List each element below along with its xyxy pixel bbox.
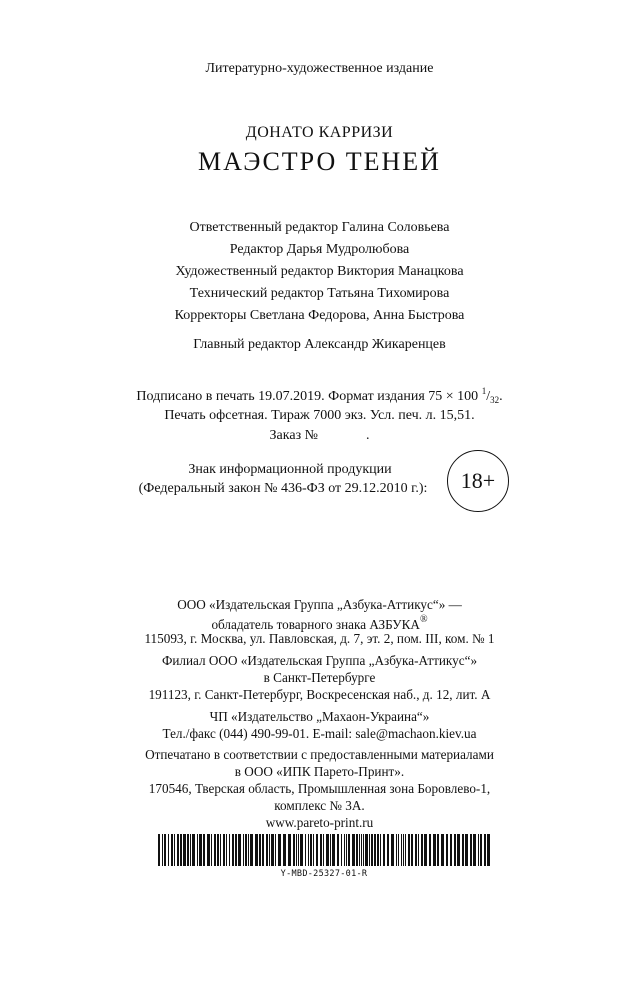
barcode-bar bbox=[316, 834, 318, 866]
barcode-bar bbox=[288, 834, 291, 866]
barcode-bar bbox=[387, 834, 389, 866]
barcode-bar bbox=[344, 834, 345, 866]
barcode-bar bbox=[207, 834, 210, 866]
barcode-bar bbox=[326, 834, 329, 866]
barcode-bar bbox=[363, 834, 364, 866]
barcode-bar bbox=[411, 834, 413, 866]
barcode-bar bbox=[293, 834, 295, 866]
chief-editor: Главный редактор Александр Жикаренцев bbox=[193, 337, 446, 352]
barcode-bar bbox=[341, 834, 342, 866]
barcode-bar bbox=[356, 834, 358, 866]
barcode-bar bbox=[266, 834, 268, 866]
barcode-bar bbox=[480, 834, 482, 866]
barcode-bar bbox=[424, 834, 427, 866]
barcode-bar bbox=[377, 834, 379, 866]
barcode-bar bbox=[232, 834, 234, 866]
barcode-bar bbox=[332, 834, 335, 866]
barcode-bar bbox=[433, 834, 436, 866]
barcode-bar bbox=[298, 834, 299, 866]
barcode-bar bbox=[401, 834, 402, 866]
barcode-bar bbox=[310, 834, 312, 866]
barcode-bar bbox=[408, 834, 410, 866]
barcode-bar bbox=[278, 834, 281, 866]
barcode-bar bbox=[183, 834, 186, 866]
barcode-bar bbox=[255, 834, 258, 866]
barcode-bar bbox=[275, 834, 276, 866]
barcode-bar bbox=[214, 834, 216, 866]
publisher-line: ЧП «Издательство „Махаон-Украина“» bbox=[209, 709, 430, 724]
barcode-bar bbox=[478, 834, 479, 866]
barcode-bar bbox=[248, 834, 249, 866]
barcode-bar bbox=[396, 834, 397, 866]
barcode-bar bbox=[271, 834, 274, 866]
barcode-bar bbox=[454, 834, 456, 866]
barcode-bar bbox=[229, 834, 230, 866]
barcode-bar bbox=[197, 834, 198, 866]
barcode-bar bbox=[323, 834, 324, 866]
barcode-bar bbox=[441, 834, 444, 866]
publisher-line: Тел./факс (044) 490-99-01. E-mail: sale@machaon.kiev.ua bbox=[162, 726, 477, 741]
barcode-bar bbox=[450, 834, 452, 866]
barcode-bar bbox=[365, 834, 368, 866]
publisher-line: Филиал ООО «Издательская Группа „Азбука-Аттикус“» bbox=[161, 653, 478, 668]
barcode-bar bbox=[245, 834, 247, 866]
barcode-bar bbox=[405, 834, 406, 866]
barcode-bar bbox=[180, 834, 182, 866]
barcode-bar bbox=[313, 834, 314, 866]
barcode-bar bbox=[465, 834, 468, 866]
barcode-bar bbox=[164, 834, 166, 866]
barcode-bar bbox=[473, 834, 476, 866]
book-title: МАЭСТРО ТЕНЕЙ bbox=[198, 147, 441, 176]
barcode-bar bbox=[320, 834, 322, 866]
barcode-bar bbox=[305, 834, 306, 866]
barcode-bar bbox=[418, 834, 419, 866]
barcode-bar bbox=[243, 834, 244, 866]
barcode-bar bbox=[300, 834, 303, 866]
barcode-bar bbox=[437, 834, 439, 866]
printer-line: в ООО «ИПК Парето-Принт». bbox=[234, 764, 405, 779]
barcode-bar bbox=[174, 834, 175, 866]
publisher-line: 115093, г. Москва, ул. Павловская, д. 7, эт. 2, пом. III, ком. № 1 bbox=[144, 631, 495, 646]
barcode-bar bbox=[352, 834, 355, 866]
print-run-line: Печать офсетная. Тираж 7000 экз. Усл. печ. л. 15,51. bbox=[164, 408, 475, 423]
barcode-bar bbox=[199, 834, 202, 866]
barcode-bar bbox=[177, 834, 179, 866]
barcode-bar bbox=[223, 834, 225, 866]
publisher-line: обладатель товарного знака АЗБУКА® bbox=[211, 614, 428, 632]
credit-line: Редактор Дарья Мудролюбова bbox=[229, 242, 410, 257]
credit-line: Художественный редактор Виктория Манацкова bbox=[175, 264, 464, 279]
barcode-bar bbox=[374, 834, 376, 866]
barcode-bar bbox=[484, 834, 486, 866]
edition-type: Литературно-художественное издание bbox=[205, 61, 434, 76]
barcode-bar bbox=[429, 834, 431, 866]
barcode-bar bbox=[487, 834, 490, 866]
barcode-bar bbox=[361, 834, 362, 866]
barcode-bar bbox=[346, 834, 347, 866]
barcode-bar bbox=[192, 834, 195, 866]
barcode-code: Y-MBD-25327-01-R bbox=[280, 869, 368, 879]
barcode-bar bbox=[250, 834, 253, 866]
barcode-bar bbox=[457, 834, 460, 866]
barcode-bar bbox=[380, 834, 381, 866]
printer-line: Отпечатано в соответствии с предоставленными материалами bbox=[145, 747, 494, 762]
publisher-line: ООО «Издательская Группа „Азбука-Аттикус“» — bbox=[177, 597, 462, 612]
barcode-bar bbox=[391, 834, 394, 866]
barcode-bar bbox=[330, 834, 331, 866]
barcode-bar bbox=[158, 834, 160, 866]
barcode-bar bbox=[337, 834, 339, 866]
printer-line: 170546, Тверская область, Промышленная зона Боровлево-1, bbox=[148, 781, 491, 796]
info-sign-label: Знак информационной продукции bbox=[188, 462, 392, 477]
printer-line: комплекс № 3А. bbox=[274, 798, 365, 813]
barcode-bar bbox=[421, 834, 423, 866]
barcode-bar bbox=[203, 834, 205, 866]
barcode-bar bbox=[403, 834, 404, 866]
barcode-bar bbox=[348, 834, 350, 866]
barcode-bar bbox=[470, 834, 472, 866]
book-author: ДОНАТО КАРРИЗИ bbox=[245, 124, 394, 141]
barcode-bar bbox=[371, 834, 373, 866]
barcode-bar bbox=[398, 834, 399, 866]
barcode-bar bbox=[171, 834, 173, 866]
barcode-bar bbox=[383, 834, 385, 866]
barcode-bar bbox=[308, 834, 309, 866]
credit-line: Технический редактор Татьяна Тихомирова bbox=[189, 286, 450, 301]
barcode-bar bbox=[187, 834, 189, 866]
barcode-bar bbox=[220, 834, 221, 866]
barcode-bar bbox=[462, 834, 464, 866]
age-rating-badge: 18+ bbox=[447, 450, 509, 512]
printer-website: www.pareto-print.ru bbox=[265, 815, 374, 830]
publisher-line: в Санкт-Петербурге bbox=[263, 670, 376, 685]
barcode-bar bbox=[415, 834, 417, 866]
barcode-bar bbox=[259, 834, 261, 866]
barcode-bar bbox=[162, 834, 163, 866]
barcode-bar bbox=[262, 834, 264, 866]
barcode-bar bbox=[446, 834, 448, 866]
barcode-bar bbox=[283, 834, 286, 866]
credit-line: Ответственный редактор Галина Соловьева bbox=[189, 220, 450, 235]
barcode-bar bbox=[190, 834, 191, 866]
barcode-bar bbox=[217, 834, 219, 866]
barcode-bar bbox=[269, 834, 270, 866]
registered-mark: ® bbox=[419, 614, 428, 625]
barcode-bar bbox=[211, 834, 212, 866]
barcode-bar bbox=[235, 834, 237, 866]
print-format-line: Подписано в печать 19.07.2019. Формат издания 75 × 100 $^1/_{32}$. bbox=[136, 386, 503, 405]
barcode-bar bbox=[226, 834, 227, 866]
info-sign-law: (Федеральный закон № 436-ФЗ от 29.12.2010 г.): bbox=[138, 481, 428, 496]
barcode-bar bbox=[168, 834, 169, 866]
barcode-bar bbox=[296, 834, 297, 866]
barcode-bar bbox=[238, 834, 241, 866]
barcode-bar bbox=[369, 834, 370, 866]
credit-line: Корректоры Светлана Федорова, Анна Быстрова bbox=[174, 308, 465, 323]
barcode-bar bbox=[359, 834, 360, 866]
barcode-image bbox=[158, 834, 490, 866]
order-number-line: Заказ № . bbox=[269, 428, 370, 443]
publisher-line: 191123, г. Санкт-Петербург, Воскресенская наб., д. 12, лит. А bbox=[148, 687, 491, 702]
